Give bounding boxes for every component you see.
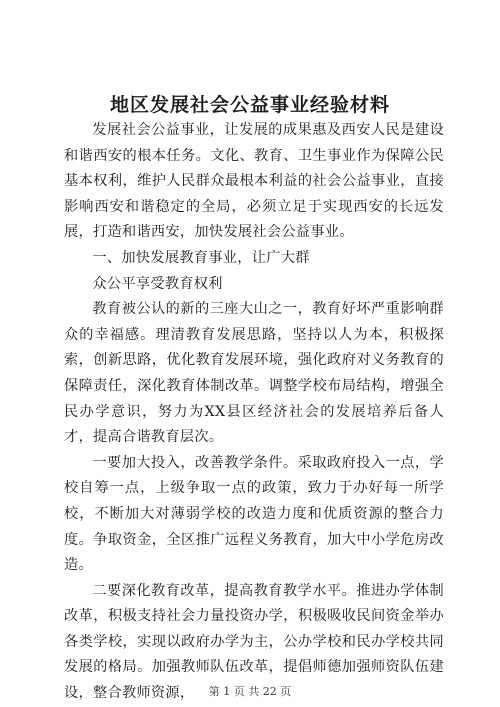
section-heading-line-2: 众公平享受教育权利 — [92, 275, 223, 292]
intro-paragraph: 发展社会公益事业，让发展的成果惠及西安人民是建设和谐西安的根本任务。文化、教育、卫生事业作为保障公民基本权利，维护人民群众最根本利益的社会公益事业，直接影响西安和谐稳定的全局，必须立足于实现西安的长远发展，打造和谐西安，加快发展社会公益事业。 — [64, 122, 444, 241]
section-heading-line-1: 一、加快发展教育事业，让广大群 — [92, 249, 310, 266]
investment-paragraph: 一要加大投入，改善教学条件。采取政府投入一点，学校自筹一点，上级争取一点的政策，致力于办好每一所学校，不断加大对薄弱学校的改造力度和优质资源的整合力度。争取资金，全区推广远程义务教育，加大中小学危房改造。 — [64, 454, 444, 574]
page-footer: 第 1 页 共 22 页 — [208, 685, 292, 698]
reform-paragraph: 二要深化教育改革，提高教育教学水平。推进办学体制改革，积极支持社会力量投资办学，积极吸收民间资金举办各类学校，实现以政府办学为主，公办学校和民办学校共同发展的格局。加强教师队伍改革，提倡师德加强师资队伍建设，整合教师资源， — [64, 582, 444, 702]
document-body — [64, 118, 444, 707]
education-paragraph: 教育被公认的新的三座大山之一，教育好坏严重影响群众的幸福感。理清教育发展思路，坚持以人为本，积极探索，创新思路，优化教育发展环境，强化政府对义务教育的保障责任，深化教育体制改革。调整学校布局结构，增强全民办学意识，努力为XX县区经济社会的发展培养后备人才，提高合谐教育层次。 — [64, 301, 444, 446]
document-title: 地区发展社会公益事业经验材料 — [109, 94, 390, 116]
